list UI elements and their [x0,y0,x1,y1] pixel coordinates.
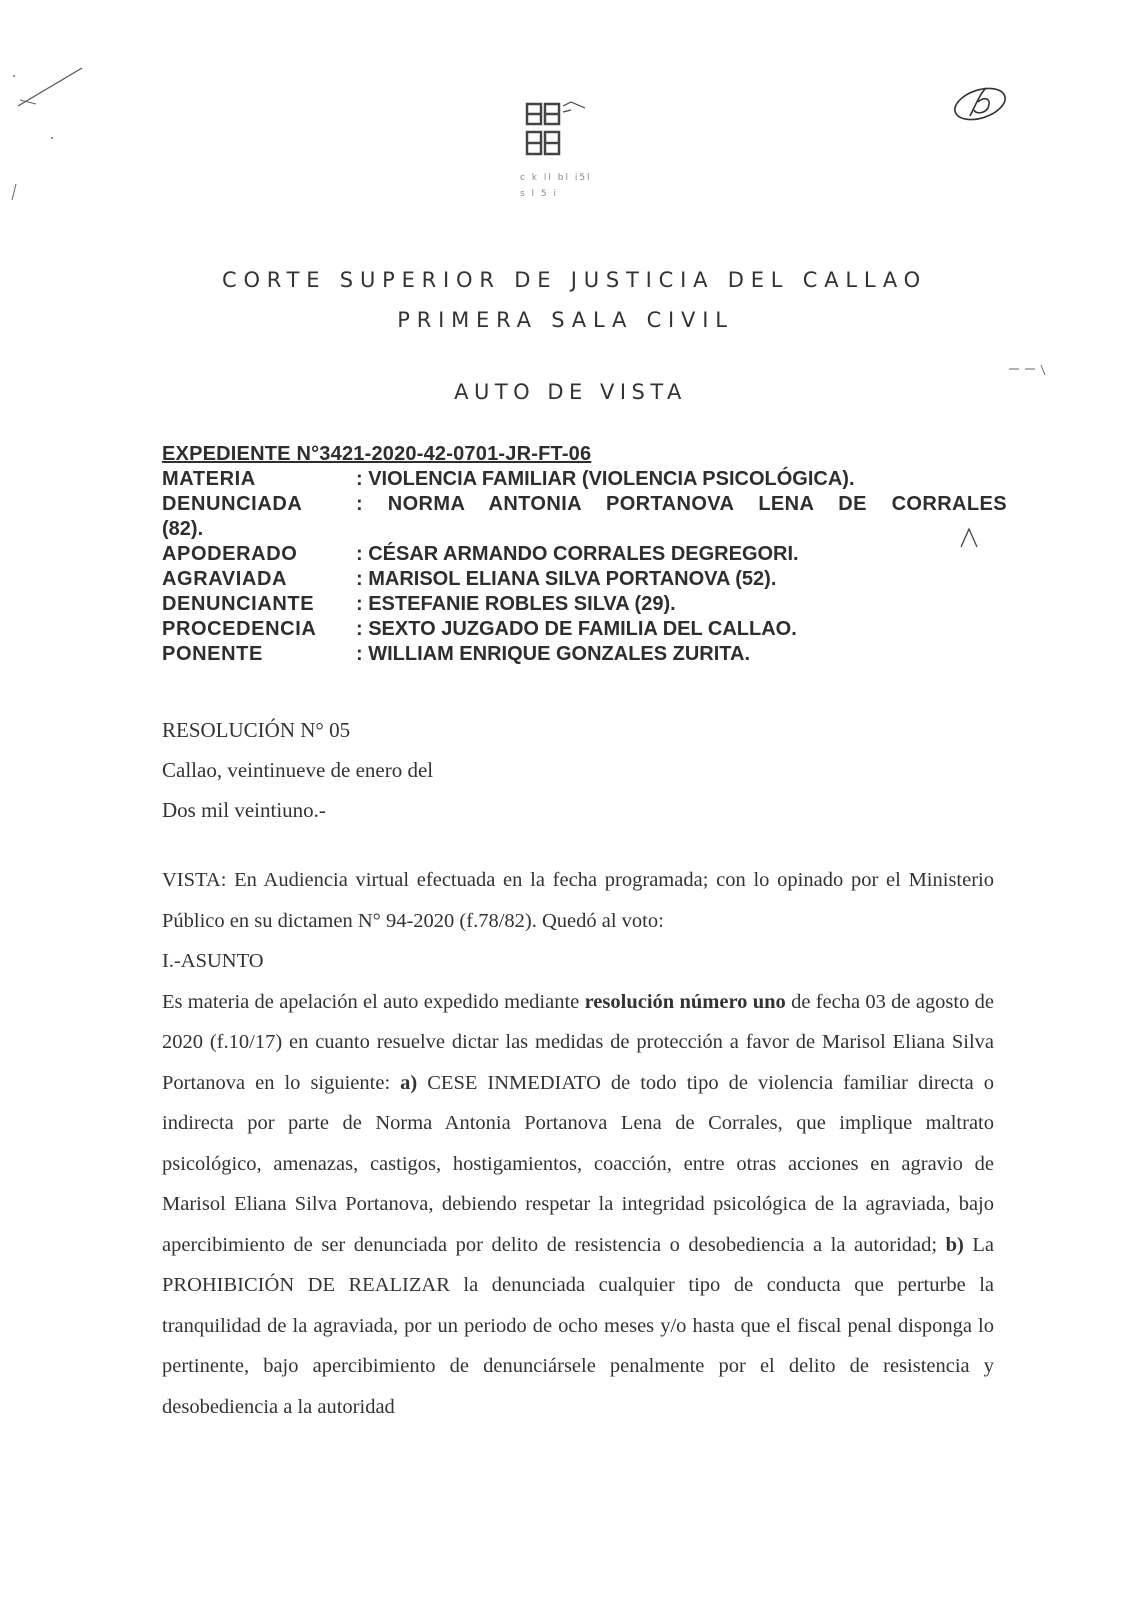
court-seal-icon [525,100,595,160]
field-row-apoderado [162,542,1007,567]
field-value: : SEXTO JUZGADO DE FAMILIA DEL CALLAO. [356,618,797,640]
field-value: : MARISOL ELIANA SILVA PORTANOVA (52). [356,568,777,590]
field-row-materia [162,467,1007,492]
document-type-heading: AUTO DE VISTA [454,380,687,404]
field-value: : ESTEFANIE ROBLES SILVA (29). [356,593,676,615]
resolution-header [162,710,762,830]
resolution-date-line-1: Callao, veintinueve de enero del [162,758,434,782]
asunto-text: Es materia de apelación el auto expedido mediante [162,990,585,1013]
court-name-heading: CORTE SUPERIOR DE JUSTICIA DEL CALLAO [221,268,928,292]
chamber-heading: PRIMERA SALA CIVIL [397,308,734,332]
seal-caption [520,170,600,202]
field-row-agraviada [162,567,1007,592]
item-b-label: b) [945,1233,964,1256]
field-label: APODERADO [162,543,298,565]
field-row-denunciada [162,492,1007,517]
field-value: : WILLIAM ENRIQUE GONZALES ZURITA. [356,643,751,665]
field-label: MATERIA [162,468,256,490]
field-label: AGRAVIADA [162,568,288,590]
document-body [162,860,994,1427]
field-row-denunciante [162,592,1007,617]
asunto-bold-text: resolución número uno [584,990,786,1013]
field-label: PROCEDENCIA [162,618,317,640]
resolution-number: RESOLUCIÓN N° 05 [162,718,351,742]
item-b-text: La PROHIBICIÓN DE REALIZAR la denunciada cualquier tipo de conducta que perturbe la tranquilidad de la agraviada, por un periodo de ocho meses y/o hasta que el fiscal penal disponga lo pertinente, bajo apercibimiento de denunciársele penalmente por el delito de resistencia y desobediencia a la autoridad [162,1233,994,1418]
seal-caption-line-2: s l 5 i [520,189,558,199]
item-a-label: a) [400,1071,418,1094]
field-label: DENUNCIANTE [162,593,315,615]
field-label: DENUNCIADA [162,493,303,515]
asunto-paragraph [162,982,994,1428]
seal-caption-line-1: c k ll bl i5l [520,173,592,183]
field-value-continuation: (82). [162,518,204,540]
vista-paragraph: VISTA: En Audiencia virtual efectuada en la fecha programada; con lo opinado por el Ministerio Público en su dictamen N° 94-2020 (f.78/82). Quedó al voto: [162,869,994,932]
field-row-procedencia [162,617,1007,642]
case-number: EXPEDIENTE N°3421-2020-42-0701-JR-FT-06 [162,443,592,465]
resolution-date-line-2: Dos mil veintiuno.- [162,798,326,822]
case-metadata [162,442,1007,667]
folio-handwritten-mark-icon [950,80,1010,130]
scan-margin-marks-icon [8,60,88,220]
field-value: : NORMA ANTONIA PORTANOVA LENA DE CORRALES [356,493,1007,515]
item-a-text: CESE INMEDIATO de todo tipo de violencia familiar directa o indirecta por parte de Norma Antonia Portanova Lena de Corrales, que implique maltrato psicológico, amenazas, castigos, hostigamientos, coacción, entre otras acciones en agravio de Marisol Eliana Silva Portanova, debiendo respetar la integridad psicológica de la agraviada, bajo apercibimiento de ser denunciada por delito de resistencia o desobediencia a la autoridad; [162,1071,994,1256]
field-label: PONENTE [162,643,263,665]
field-row-ponente [162,642,1007,667]
section-heading-asunto: I.-ASUNTO [162,950,264,972]
asunto-text: de fecha 03 de agosto de 2020 (f.10/17) en cuanto resuelve dictar las medidas de protección a favor de Marisol Eliana Silva Portanova en lo siguiente: [162,990,994,1094]
field-value: : CÉSAR ARMANDO CORRALES DEGREGORI. [356,543,799,565]
field-value: : VIOLENCIA FAMILIAR (VIOLENCIA PSICOLÓGICA). [356,468,855,490]
